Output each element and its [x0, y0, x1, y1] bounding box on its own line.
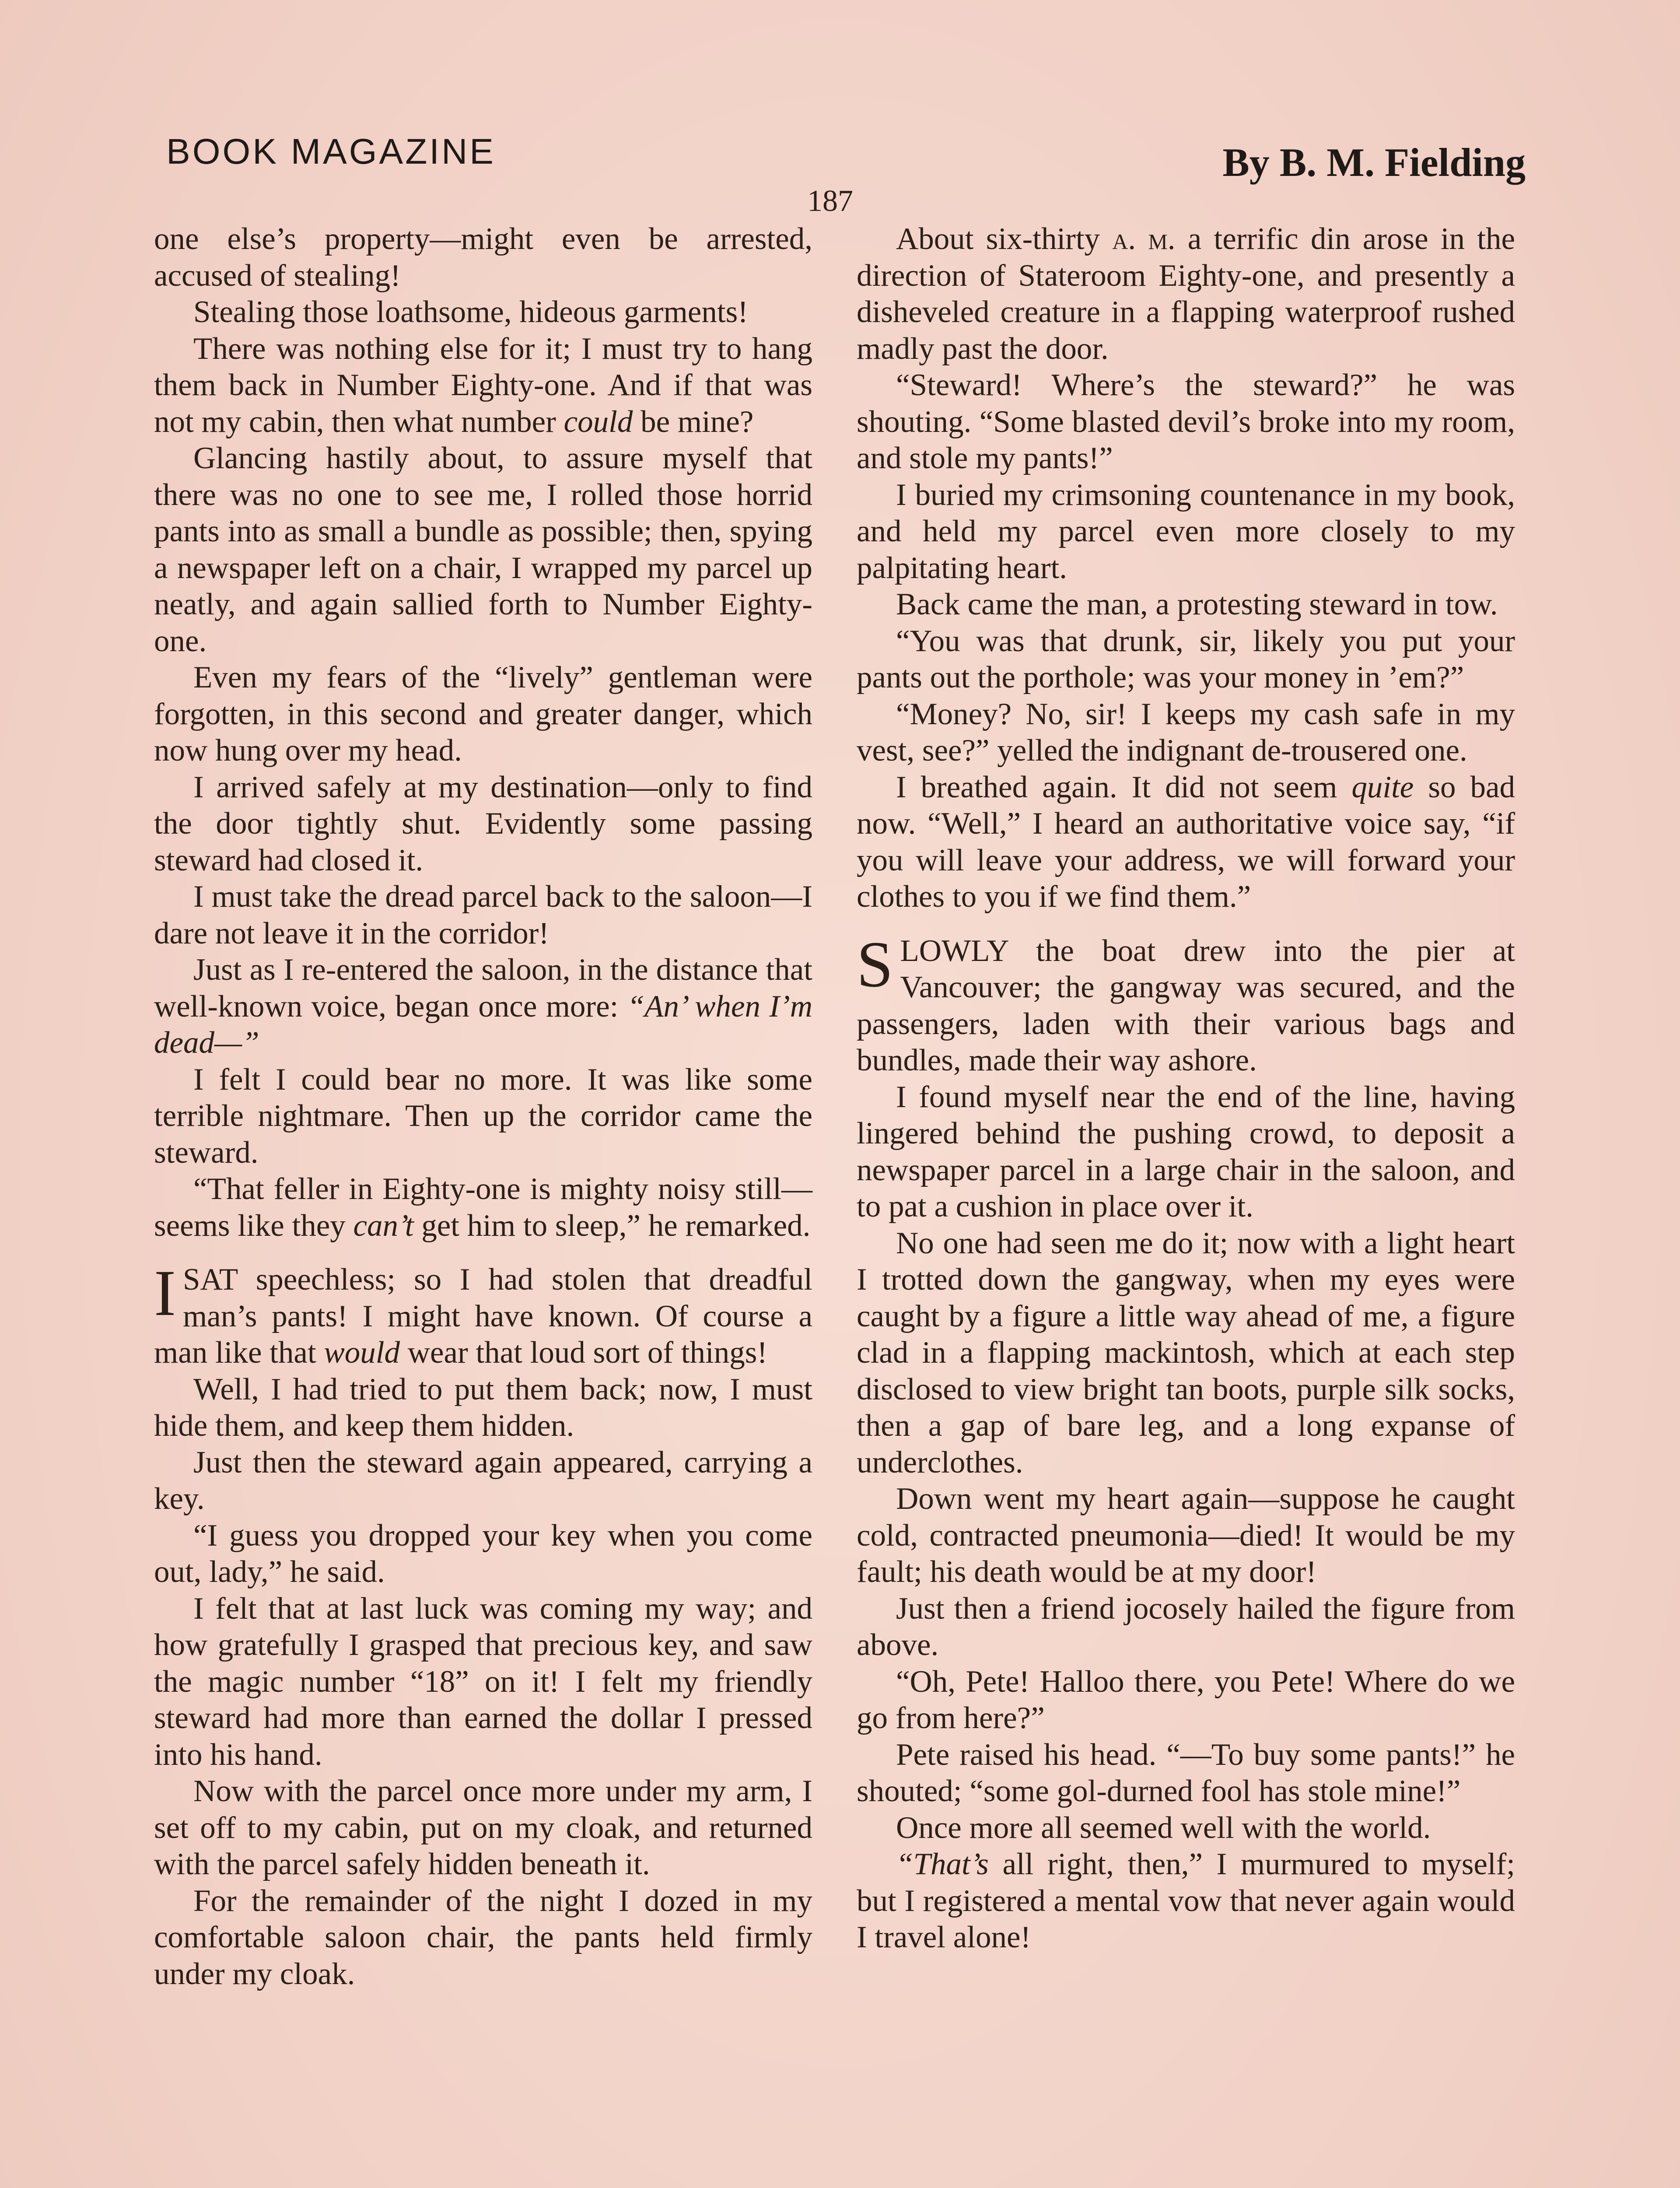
paragraph: I felt I could bear no more. It was like some terrible nightmare. Then up the corridor came the steward. — [154, 1062, 812, 1170]
paragraph: one else’s property—might even be arrested, accused of stealing! — [154, 222, 812, 293]
paragraph: I must take the dread parcel back to the saloon—I dare not leave it in the corridor! — [154, 880, 812, 950]
paragraph: “That feller in Eighty-one is mighty noisy still—seems like they can’t get him to sleep,” he remarked. — [154, 1172, 812, 1243]
paragraph: Once more all seemed well with the world. — [896, 1810, 1431, 1845]
right-column — [857, 221, 1515, 1956]
paragraph: There was nothing else for it; I must try to hang them back in Number Eighty-one. And if that was not my cabin, then what number could be mine? — [154, 331, 812, 439]
drop-cap: I — [154, 1257, 176, 1329]
paragraph: “Oh, Pete! Halloo there, you Pete! Where do we go from here?” — [857, 1664, 1515, 1735]
paragraph: “That’s all right, then,” I murmured to myself; but I registered a mental vow that never again would I travel alone! — [857, 1847, 1515, 1954]
publication-title: BOOK MAGAZINE — [166, 132, 496, 172]
author-byline: By B. M. Fielding — [1222, 140, 1526, 185]
paragraph: I felt that at last luck was coming my way; and how gratefully I grasped that precious key, and saw the magic number “18” on it! I felt my friendly steward had more than earned the dollar I pressed into his hand. — [154, 1591, 812, 1772]
paragraph: I arrived safely at my destination—only to find the door tightly shut. Evidently some passing steward had closed it. — [154, 770, 812, 877]
paragraph: Down went my heart again—suppose he caught cold, contracted pneumonia—died! It would be my fault; his death would be at my door! — [857, 1482, 1515, 1589]
page-number: 187 — [807, 184, 853, 218]
paragraph: Glancing hastily about, to assure myself that there was no one to see me, I rolled those horrid pants into as small a bundle as possible; then, spying a newspaper left on a chair, I wrapped my parcel up neatly, and again sallied forth to Number Eighty-one. — [154, 441, 812, 658]
section-opening-paragraph: ISAT speechless; so I had stolen that dreadful man’s pants! I might have known. Of course a man like that would wear that loud sort of things! — [154, 1257, 812, 1370]
paragraph: I buried my crimsoning countenance in my book, and held my parcel even more closely to my palpitating heart. — [857, 477, 1515, 585]
paragraph: Now with the parcel once more under my arm, I set off to my cabin, put on my cloak, and returned with the parcel safely hidden beneath it. — [154, 1774, 812, 1881]
paragraph: Just as I re-entered the saloon, in the distance that well-known voice, began once more: “An’ when I’m dead—” — [154, 953, 812, 1060]
paragraph: Stealing those loathsome, hideous garments! — [193, 295, 748, 329]
paragraph: “Money? No, sir! I keeps my cash safe in my vest, see?” yelled the indignant de-trousered one. — [857, 697, 1515, 768]
paragraph: Well, I had tried to put them back; now, I must hide them, and keep them hidden. — [154, 1372, 812, 1443]
paragraph: I breathed again. It did not seem quite so bad now. “Well,” I heard an authoritative voice say, “if you will leave your address, we will forward your clothes to you if we find them.” — [857, 770, 1515, 914]
paragraph: “You was that drunk, sir, likely you put your pants out the porthole; was your money in ’em?” — [857, 624, 1515, 694]
section-opening-paragraph: SLOWLY the boat drew into the pier at Vancouver; the gangway was secured, and the passengers, laden with their various bags and bundles, made their way ashore. — [857, 928, 1515, 1077]
paragraph: Just then the steward again appeared, carrying a key. — [154, 1445, 812, 1516]
drop-cap: S — [857, 928, 893, 1001]
paragraph: Back came the man, a protesting steward in tow. — [896, 587, 1498, 621]
paragraph: “I guess you dropped your key when you come out, lady,” he said. — [154, 1518, 812, 1589]
paragraph: I found myself near the end of the line, having lingered behind the pushing crowd, to deposit a newspaper parcel in a large chair in the saloon, and to pat a cushion in place over it. — [857, 1080, 1515, 1224]
paragraph: Pete raised his head. “—To buy some pants!” he shouted; “some gol-durned fool has stole mine!” — [857, 1737, 1515, 1808]
left-column — [154, 221, 812, 1992]
paragraph: For the remainder of the night I dozed in my comfortable saloon chair, the pants held firmly under my cloak. — [154, 1883, 812, 1991]
paragraph: About six-thirty a. m. a terrific din arose in the direction of Stateroom Eighty-one, and presently a disheveled creature in a flapping waterproof rushed madly past the door. — [857, 222, 1516, 366]
paragraph: No one had seen me do it; now with a light heart I trotted down the gangway, when my eyes were caught by a figure a little way ahead of me, a figure clad in a flapping mackintosh, which at each step disclosed to view bright tan boots, purple silk socks, then a gap of bare leg, and a long expanse of underclothes. — [857, 1226, 1515, 1480]
paragraph: Even my fears of the “lively” gentleman were forgotten, in this second and greater danger, which now hung over my head. — [154, 660, 812, 768]
paragraph: Just then a friend jocosely hailed the figure from above. — [857, 1591, 1515, 1662]
paragraph: “Steward! Where’s the steward?” he was shouting. “Some blasted devil’s broke into my room, and stole my pants!” — [857, 368, 1515, 475]
